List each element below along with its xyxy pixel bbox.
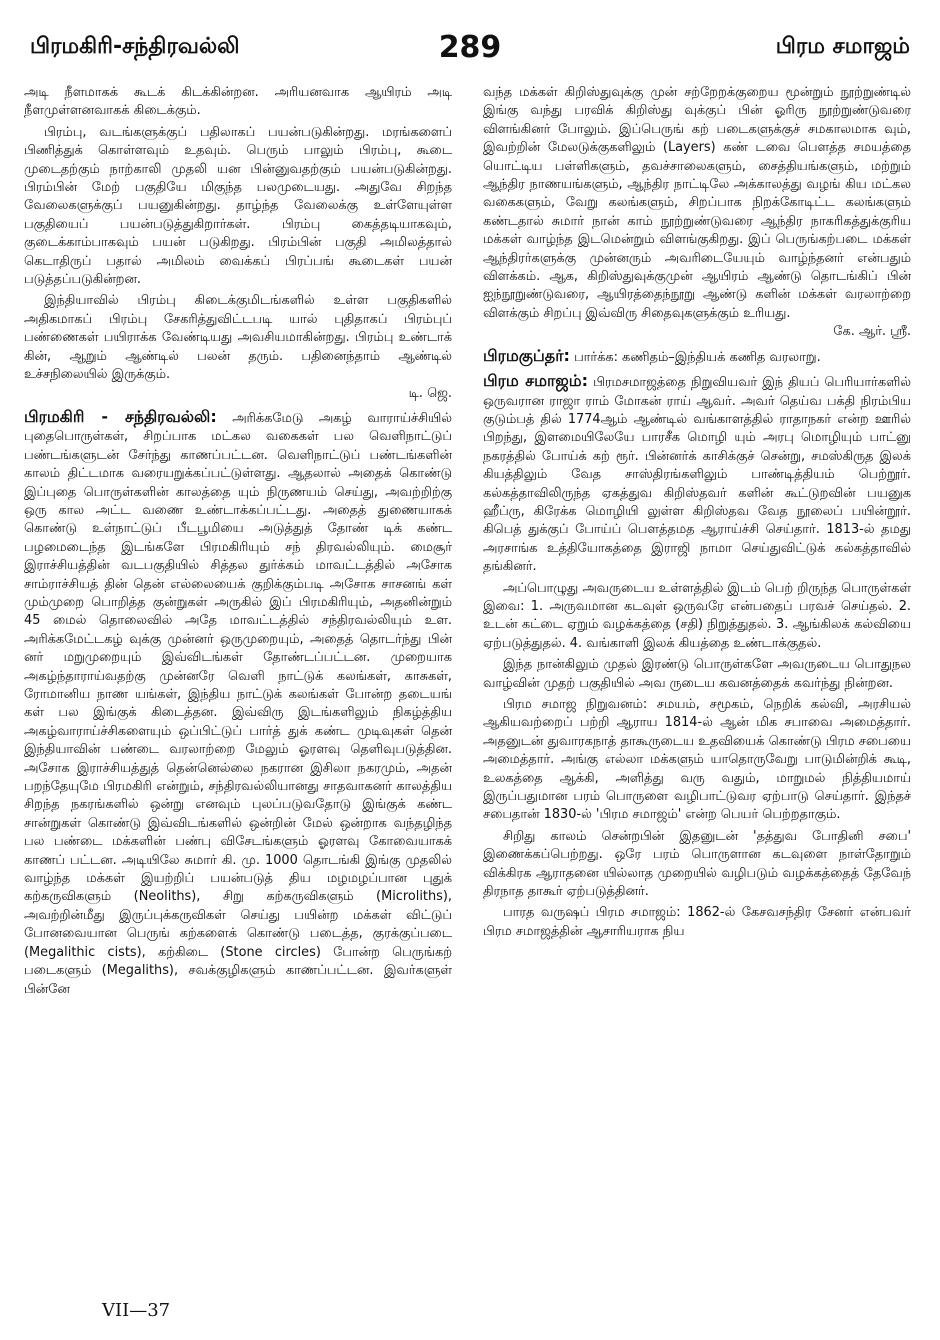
paragraph: அப்பொழுது அவருடைய உள்ளத்தில் இடம் பெற் றிருந்த பொருள்கள் இவை: 1. அருவமான கடவுள் ஒருவரே என்பதைப் பரவச் செய்தல். 2. உடன் கட்டை ஏறும் வழக்கத்தை (சதி) நிறுத்துதல். 3. ஆங்கிலக் கல்வியை ஏற்படுத்துதல். 4. வங்காளி இலக் கியத்தை உண்டாக்குதல். [483,580,911,651]
paragraph: பாரத வருஷப் பிரம சமாஜம்: 1862-ல் கேசவசந்திர சேனர் என்பவர் பிரம சமாஜத்தின் ஆசாரியராக நிய [483,905,911,939]
right-column [483,84,911,1302]
paragraph: பிரம சமாஜ நிறுவனம்: சமயம், சமூகம், நெறிக் கல்வி, அரசியல் ஆகியவற்றைப் பற்றி ஆராய 1814-ல் ஆன் மிக சபாவை அமைத்தார். அதனுடன் துவாரகநாத் தாகூருடைய உதவியைக் கொண்டு பிரம சபையை அமைத்தார். அங்கு எல்லா மக்களும் யாதொருவேறு பாடுமின்றிக் கூடி, உலகத்தை ஆக்கி, அளித்து வரு வதும், மாறுமல் நித்தியமாய் இருப்பதுமான பரம் பொருளை வழிபாட்டுவர ஏற்பாடு செய்தார். இந்தச் சபைதான் 1830-ல் 'பிரம சமாஜம்' என்ற பெயர் பெற்றதாகும். [483,697,911,823]
entry-headword: பிரமகுப்தர்: [483,345,570,365]
paragraph-text: இந்தியாவில் பிரம்பு கிடைக்குமிடங்களில் உள்ள பகுதிகளில் அதிகமாகப் பிரம்பு சேகரித்துவிட்டபடி யால் புதிதாகப் பிரம்புப் பண்ணைகள் பயிராக்க வேண்டியது அவசியமாகின்றது. பிரம்பு உண்டாக் கின், ஆறும் ஆண்டில் பலன் தரும். பதினைந்தாம் ஆண்டில் உச்சநிலையில் இருக்கும். [24,293,452,383]
encyclopedia-entry [483,347,911,367]
paragraph [24,292,452,402]
entry-text: அரிக்கமேடு அகழ் வாராய்ச்சியில் புதைபொருள்கள், சிறப்பாக மட்கல வகைகள் பல வெளிநாட்டுப் பண்டங்களுடன் சேர்ந்து காணப்பட்டன. வெளிநாட்டுப் பண்டங்களின் காலம் திட்டமாக வரையறுக்கப்பட்டுள்ளது. ஆதலால் அதைக் கொண்டு இப்புதை பொருள்களின் காலத்தை யும் நிருணயம் செய்து, அவற்றிற்கு ஒரு கால அட்ட வணை உண்டாக்கப்பட்டது. அதைத் துணையாகக் கொண்டு உள்நாட்டுப் பீடபூமியை அடுத்துத் தோண் டிக் கண்ட பழமைடைந்த இடங்களே பிரமகிரியும் சந் திரவல்லியும். மைசூர் இராச்சியத்தின் வடபகுதியில் சித்தல துர்க்கம் மாவட்டத்தில் அசோக சாம்ராச்சியத் தின் தென் எல்லையைக் குறிக்கும்படி அசோக சாசனங் கள் மும்முறை பொறித்த குன்றுகள் அருகில் இப் பிரமகிரியும், அதனின்றும் 45 மைல் தொலைவில் அதே மாவட்டத்தில் சந்திரவல்லியும் உள. அரிக்கமேட்டகழ் வுக்கு முன்னர் ஒருமுறையும், அதைத் தொடர்ந்து பின் னர் மறுமுறையும் இவ்விடங்கள் தோண்டப்பட்டன. முறையாக அகழ்ந்தாராய்வதற்கு முன்னரே வெளி நாட்டுக் கலங்கள், காசுகள், ரோமானிய நாண யங்கள், இந்திய நாட்டுக் கலங்கள் போன்ற தடையங் கள் பல இங்குக் கிடைத்தன. இவ்விரு இடங்களிலும் நிகழ்த்திய அகழ்வாராய்ச்சிகளையும் ஒப்பிட்டுப் பார்த் துக் கண்ட முடிவுகள் தென் இந்தியாவின் பண்டை வரலாற்றை மேலும் ஓரளவு தெளிவுபடுத்தின. அசோக இராச்சியத்துத் தென்னெல்லை நகரான இசிலா நகரமும், அதன் பறந்தேயுமே பிரமகிரி என்றும், சந்திரவல்லியானது சாதவாகனர் காலத்திய சிறந்த நகரங்களில் ஒன்று எனவும் புலப்படுவதோடு இங்குக் கண்ட சான்றுகள் கொண்டு இவ்விடங்களில் ஒன்றின் மேல் ஒன்றாக வந்தழிந்த பல பண்டை மக்களின் பண்பு விசேடங்களும் ஓரளவு கோவையாகக் காணப் பட்டன. அடியிலே சுமார் கி. மு. 1000 தொடங்கி இங்கு முதலில் வாழ்ந்த மக்கள் இயற்றிப் பயன்படுத் திய மழமழப்பான புதுக் கற்கருவிகளும் (Neoliths), சிறு கற்கருவிகளும் (Microliths), அவற்றின்மீது இருப்புக்கருவிகள் செய்து பயின்ற மக்கள் விட்டுப் போனவையான பெருங் கற்களைக் கொண்டு படைத்த, குரக்குப்படை (Megalithic cists), கற்கிடை (Stone circles) போன்ற பெருங்கற் படைகளும் (Megaliths), சவக்குழிகளும் காணப்பட்டன. இவர்களுள் பின்னே [24,410,452,997]
paragraph: இந்த நான்கிலும் முதல் இரண்டு பொருள்களே அவருடைய பொதுநல வாழ்வின் முதற் பகுதியில் அவ ருடைய கவனத்தைக் கவர்ந்து நின்றன. [483,657,911,691]
entry-text: பார்க்க: கணிதம்–இந்தியக் கணித வரலாறு. [574,349,821,365]
encyclopedia-entry [24,408,452,999]
entry-headword: பிரம சமாஜம்: [483,371,588,391]
page-header [30,30,910,70]
paragraph-text: வந்த மக்கள் கிறிஸ்துவுக்கு முன் சற்றேறக்குறைய மூன்றும் நூற்றுண்டில் இங்கு வந்து பரவிக் கிறிஸ்து வுக்குப் பின் ஓரிரு நூற்றுண்டுவரை விளங்கினர் போலும். இப்பெருங் கற் படைகளுக்குச் சமகாலமாக வும், இவற்றின் மேலடுக்குகளிலும் (Layers) கண் டவை பௌத்த சமயத்தை யொட்டிய பள்ளிகளும், தவச்சாலைகளும், சைத்தியங்களும், மற்றும் ஆந்திர நாணயங்களும், ஆந்திர நாட்டிலே அக்காலத்து வழங் கிய மட்கல வகைகளும், வேறு கலங்களும், சிறப்பாக நிறக்கோடிட்ட கலங்களும் கண்டதால் சுமார் நான் காம் நூற்றுண்டுவரை ஆந்திர நாகரிகத்துக்குரிய மக்கள் வாழ்ந்த இடமென்றும் விளங்குகிறது. இப் பெருங்கற்படை மக்கள் ஆந்திரர்களுக்கு முன்னரும் அவரிடையேயும் வாழ்ந்தனர் என்பதும் விளக்கம். ஆக, கிறிஸ்துவுக்குமுன் ஆயிரம் ஆண்டு தொடங்கிப் பின் ஐந்நூறுண்டுவரை, ஆயிரத்தைந்நூறு ஆண்டு களின் மக்கள் வரலாற்றை விளக்கும் சிறப்பு இவ்விரு சிதைவுகளுக்கும் உரியது. [483,85,911,321]
paragraph: பிரம்பு, வடங்களுக்குப் பதிலாகப் பயன்படுகின்றது. மரங்களைப் பிணித்துக் கொள்ளவும் உதவும். பெரும் பாலும் பிரம்பு, கூடை முடைதற்கும் நாற்காலி முதலி யன பின்னுவதற்கும் பயன்படுகின்றது. பிரம்பின் மேற் பகுதியே மிகுந்த பலமுடையது. அதுவே சிறந்த வேலைகளுக்குப் பயனுகின்றது. தாழ்ந்த வேலைக்கு உள்ளேயுள்ள பகுதியைப் பயன்படுத்துகிறார்கள். பிரம்பு கைத்தடியாகவும், குடைக்காம்பாகவும் பயன் படுகிறது. பிரம்பின் பகுதி அமிலத்தால் கெடாதிருப் பதால் அமிலம் வைக்கப் பிரப்பங் கூடைகள் பயன் படுத்தப்படுகின்றன. [24,124,452,288]
volume-footer: VII—37 [102,1300,171,1321]
paragraph: அடி நீளமாகக் கூடக் கிடக்கின்றன. அரியனவாக ஆயிரம் அடி நீளமுள்ளனவாகக் கிடைக்கும். [24,85,452,119]
page-number: 289 [438,30,502,65]
running-head-right: பிரம சமாஜம் [775,34,910,59]
encyclopedia-entry [483,372,911,576]
paragraph [483,84,911,342]
paragraph: சிறிது காலம் சென்றபின் இதனுடன் 'தத்துவ போதினி சபை' இணைக்கப்பெற்றது. ஒரே பரம் பொருளான கடவுளை நாள்தோறும் விக்கிரக ஆராதனை யில்லாத முறையில் வழிபடும் வழக்கத்தைத் தேவேந் திரநாத தாகூர் ஏற்படுத்தினர். [483,828,911,900]
author-signature: டி. ஜெ. [408,385,452,401]
entry-text: பிரமசமாஜத்தை நிறுவியவர் இந் தியப் பெரியார்களில் ஒருவரான ராஜா ராம் மோகன் ராய் ஆவர். அவர் தெய்வ பக்தி நிரம்பிய குடும்பத் தில் 1774ஆம் ஆண்டில் வங்காளத்தில் ராதாநகர் என்ற ஊரில் பிறந்து, இளமையிலேயே பாரசீக மொழி யும் அரபு மொழியும் பாட்னு நகரத்தில் போய்க் கற் ரூர். பின்னர்க் காசிக்குச் சென்று, சமஸ்கிருத இலக் கியத்திலும் வேத சாஸ்திரங்களிலும் பாண்டித்தியம் பெற்றூர். கல்கத்தாவிலிருந்த ஏகத்துவ கிறிஸ்தவர் களின் கூட்டுறவின் பயனுக ஹீப்ரு, கிரேக்க மொழியி லுள்ள கிறிஸ்தவ வேத நூலைப் பயின்றூர். கிபெத் துக்குப் போய்ப் பௌத்தமத ஆராய்ச்சி செய்தார். 1813-ல் தமது அரசாங்க உத்தியோகத்தை இராஜி நாமா செய்துவிட்டுக் கல்கத்தாவில் தங்கினர். [483,375,911,575]
left-column [24,84,452,1302]
running-head-left: பிரமகிரி-சந்திரவல்லி [30,34,240,59]
author-signature: கே. ஆர். ஸ்ரீ. [833,324,911,340]
entry-headword: பிரமகிரி - சந்திரவல்லி: [24,406,217,426]
